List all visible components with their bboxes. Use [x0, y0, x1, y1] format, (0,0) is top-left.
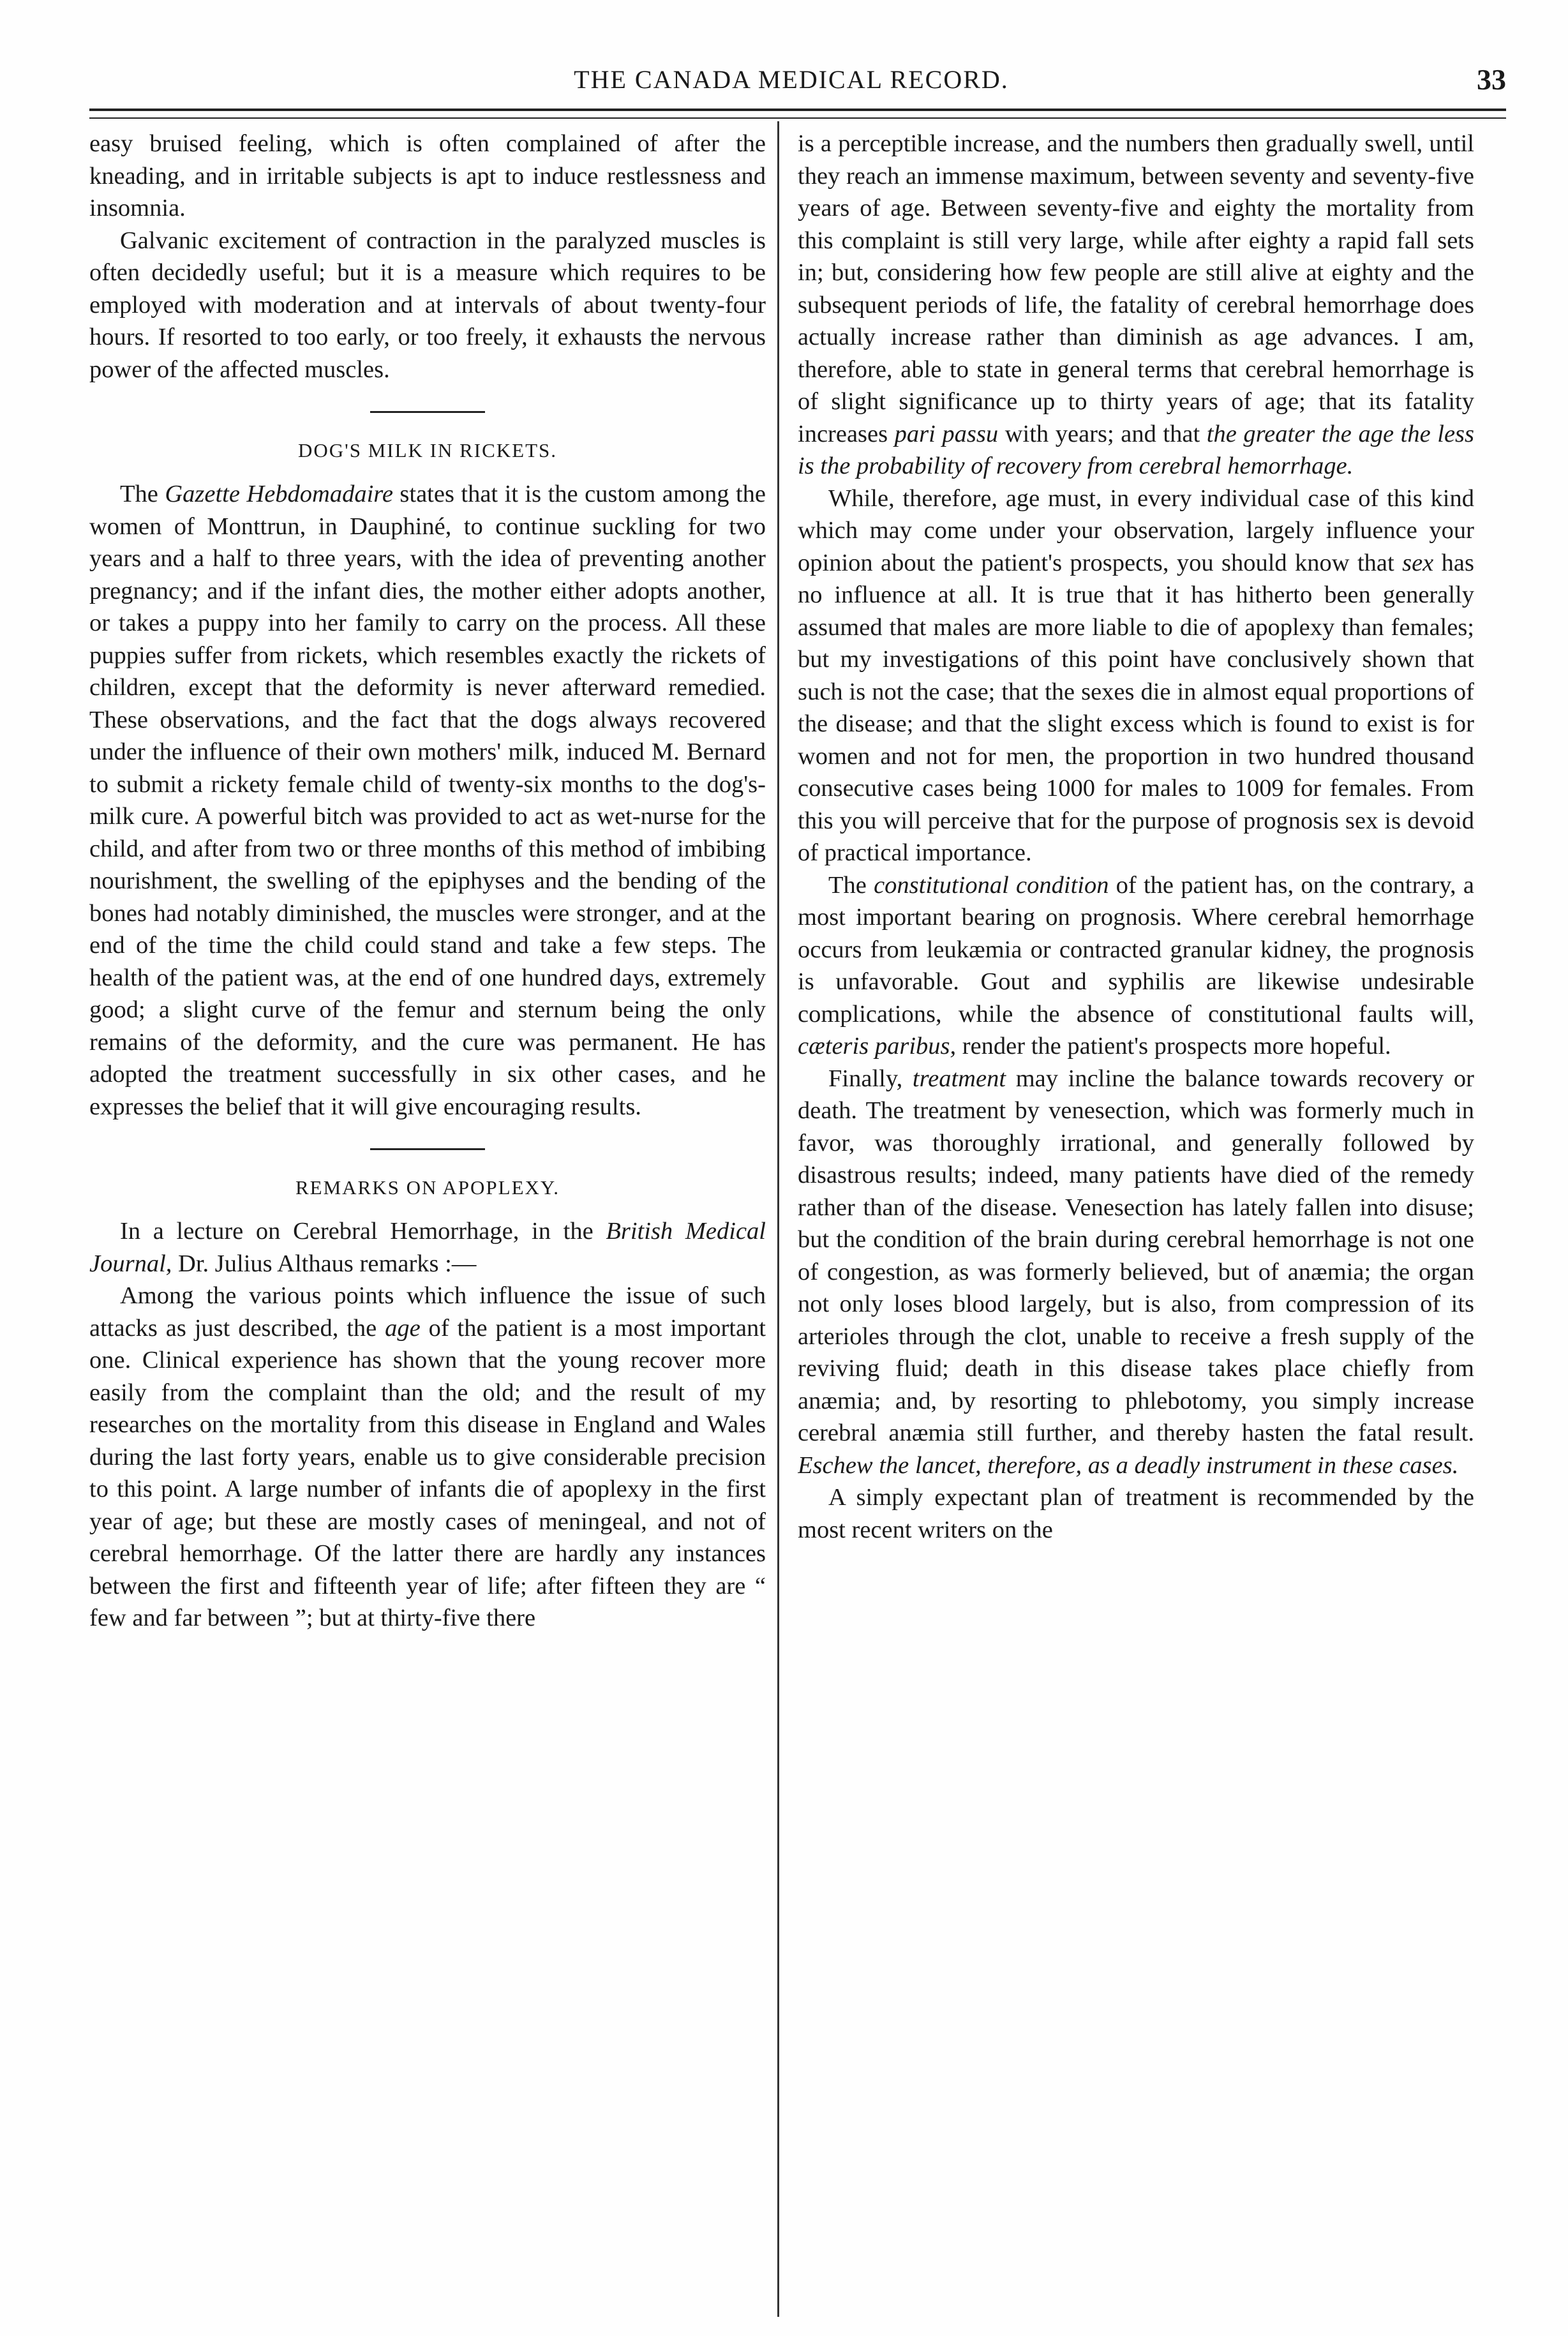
section-separator [370, 411, 485, 413]
text-span: is a perceptible increase, and the numbers then gradually swell, until they reach an immense maximum, between seventy and seventy-five years of age. Between seventy-five and eighty the mortality from this complaint is still very large, while after eighty a rapid fall sets in; but, considering how few people are still alive at eighty and the subsequent periods of life, the fatality of cerebral hemorrhage does actually increase rather than diminish as age advances. I am, therefore, able to state in general terms that cerebral hemorrhage is of slight significance up to thirty years of age; that its fatality increases [798, 130, 1474, 447]
italic-span: treatment [912, 1065, 1006, 1092]
paragraph-expectant [798, 1481, 1474, 1546]
paragraph-kneading [89, 128, 766, 225]
text-span: render the patient's prospects more hopeful. [956, 1033, 1391, 1059]
italic-span: Gazette Hebdomadaire [165, 481, 393, 507]
header-rule-thick [89, 109, 1506, 111]
text-span: In a lecture on Cerebral Hemorrhage, in the [120, 1218, 606, 1245]
italic-span: cæteris paribus, [798, 1033, 957, 1059]
text-span: Galvanic excitement of contraction in the paralyzed muscles is often decidedly useful; but it is a measure which requires to be employed with moderation and at intervals of about twenty-four hours. If resorted to too early, or too freely, it exhausts the nervous power of the affected muscles. [89, 227, 766, 383]
text-span: easy bruised feeling, which is often complained of after the kneading, and in irritable subjects is apt to induce restlessness and insomnia. [89, 130, 766, 221]
right-column [798, 128, 1474, 2323]
text-span: states that it is the custom among the women of Monttrun, in Dauphiné, to continue suckling for two years and a half to three years, with the idea of preventing another pregnancy; and if the infant dies, the mother either adopts another, or takes a puppy into her family to carry on the process. All these puppies suffer from rickets, which resembles exactly the rickets of children, except that the deformity is never afterward remedied. These observations, and the fact that the dogs always recovered under the influence of their own mothers' milk, induced M. Bernard to submit a rickety female child of twenty-six months to the dog's-milk cure. A powerful bitch was provided to act as wet-nurse for the child, and after from two or three months of this method of imbibing nourishment, the swelling of the epiphyses and the bending of the bones had notably diminished, the muscles were stronger, and at the end of the time the child could stand and take a few steps. The health of the patient was, at the end of one hundred days, extremely good; a slight curve of the femur and sternum being the only remains of the deformity, and the cure was permanent. He has adopted the treatment successfully in six other cases, and he expresses the belief that it will give encouraging results. [89, 481, 766, 1120]
header-rule-thin [89, 117, 1506, 119]
text-span: A simply expectant plan of treatment is recommended by the most recent writers on the [798, 1484, 1474, 1543]
paragraph-lecture-intro [89, 1215, 766, 1280]
paragraph-mortality [798, 128, 1474, 483]
italic-span: constitutional condition [874, 871, 1109, 899]
italic-span: the greater the age the less is the probability of recovery from cerebral hemorrhage. [798, 420, 1474, 479]
italic-span: British Medical Journal, [89, 1218, 766, 1277]
column-divider [777, 121, 779, 2317]
text-span: The [828, 871, 874, 899]
paragraph-rickets [89, 478, 766, 1123]
italic-span: Eschew the lancet, therefore, as a deadly instrument in these cases. [798, 1451, 1459, 1479]
text-span: of the patient is a most important one. Clinical experience has shown that the young recover more easily from the complaint than the old; and the result of my researches on the mortality from this disease in England and Wales during the last forty years, enable us to give considerable precision to this point. A large number of infants die of apoplexy in the first year of age; but these are mostly cases of meningeal, and not of cerebral hemorrhage. Of the latter there are hardly any instances between the first and fifteenth year of life; after fifteen they are “ few and far between ”; but at thirty-five there [89, 1314, 766, 1631]
text-span: While, therefore, age must, in every individual case of this kind which may come under your observation, largely influence your opinion about the patient's prospects, you should know that [798, 484, 1474, 576]
text-span: Among the various points which influence the issue of such attacks as just described, the [89, 1282, 766, 1342]
italic-span: age [385, 1314, 421, 1342]
text-span: may incline the balance towards recovery or death. The treatment by venesection, which was formerly much in favor, was thoroughly irrational, and generally followed by disastrous results; indeed, many patients have died of the remedy rather than of the disease. Venesection has lately fallen into disuse; but the condition of the brain during cerebral hemorrhage is not one of congestion, as was formerly believed, but of anæmia; the organ not only loses blood largely, but is also, from compression of its arterioles through the clot, unable to receive a fresh supply of the reviving fluid; death in this disease takes place chiefly from anæmia; and, by resorting to phlebotomy, you simply increase cerebral anæmia still further, and thereby hasten the fatal result. [798, 1065, 1474, 1446]
paragraph-treatment [798, 1063, 1474, 1482]
text-span: The [120, 481, 165, 507]
page-number: 33 [1477, 63, 1506, 96]
section-separator [370, 1148, 485, 1150]
italic-span: sex [1402, 549, 1434, 576]
left-column [89, 128, 766, 2323]
text-span: Finally, [828, 1065, 913, 1092]
paragraph-sex [798, 483, 1474, 869]
running-title: THE CANADA MEDICAL RECORD. [574, 65, 1009, 94]
paragraph-constitution [798, 869, 1474, 1063]
running-head [89, 61, 1506, 105]
paragraph-galvanic [89, 225, 766, 386]
section-title-apoplexy: REMARKS ON APOPLEXY. [295, 1176, 560, 1199]
italic-span: pari passu [894, 420, 999, 447]
text-span: with years; and that [998, 420, 1207, 447]
section-title-rickets: DOG'S MILK IN RICKETS. [297, 439, 558, 461]
text-span: Dr. Julius Althaus remarks :— [172, 1250, 477, 1277]
paragraph-age [89, 1280, 766, 1635]
text-span: has no influence at all. It is true that it has hitherto been generally assumed that males are more liable to die of apoplexy than females; but my investigations of this point have conclusively shown that such is not the case; that the sexes die in almost equal proportions of the disease; and that the slight excess which is found to exist is for women and not for men, the proportion in two hundred thousand consecutive cases being 1000 for males to 1009 for females. From this you will perceive that for the purpose of prognosis sex is devoid of practical importance. [798, 549, 1474, 866]
text-span: of the patient has, on the contrary, a most important bearing on prognosis. Where cerebral hemorrhage occurs from leukæmia or contracted granular kidney, the prognosis is unfavorable. Gout and syphilis are likewise undesirable complications, while the absence of constitutional faults will, [798, 871, 1474, 1028]
